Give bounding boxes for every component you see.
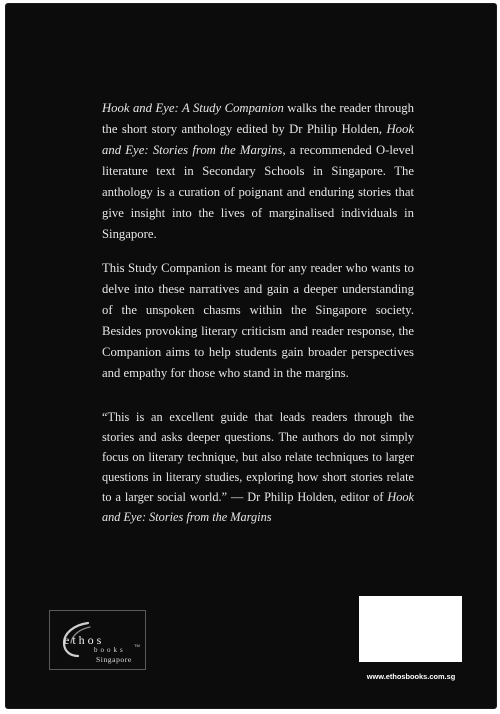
cover-blurb	[102, 98, 414, 540]
endorsement-quote	[102, 407, 414, 527]
back-cover	[6, 4, 496, 708]
barcode-area	[359, 596, 462, 662]
blurb-paragraph-2: This Study Companion is meant for any reader who wants to delve into these narratives and gain a deeper understanding of the unspoken chasms within the Singapore society. Besides provoking literary criticism and reader response, the Companion aims to help students gain broader perspectives and empathy for those who stand in the margins.	[102, 261, 414, 380]
logo-subtext: books	[94, 646, 126, 654]
study-companion-title: Hook and Eye: A Study Companion	[102, 101, 284, 115]
logo-wordmark: ethos	[64, 633, 105, 647]
blurb-text-a: walks the reader through the short story anthology edited by Dr Philip Holden,	[102, 101, 414, 136]
publisher-website: www.ethosbooks.com.sg	[366, 672, 456, 681]
quote-text: “This is an excellent guide that leads readers through the stories and asks deeper questions. The authors do not simply focus on literary technique, but also relate techniques to larger questions in literary studies, exploring how short stories relate to a larger social world.” — Dr Philip Holden, editor of	[102, 410, 414, 504]
anthology-title: Hook and Eye: Stories from the Margins	[102, 122, 414, 157]
publisher-logo	[49, 610, 146, 670]
blurb-text-b: , a recommended O-level literature text in Secondary Schools in Singapore. The anthology is a curation of poignant and enduring stories that give insight into the lives of marginalised individuals in Singapore.	[102, 143, 414, 241]
blurb-paragraph-1	[102, 98, 414, 245]
trademark-mark: TM	[134, 643, 140, 648]
logo-city: Singapore	[96, 655, 132, 664]
quote-source-title: Hook and Eye: Stories from the Margins	[102, 490, 414, 524]
